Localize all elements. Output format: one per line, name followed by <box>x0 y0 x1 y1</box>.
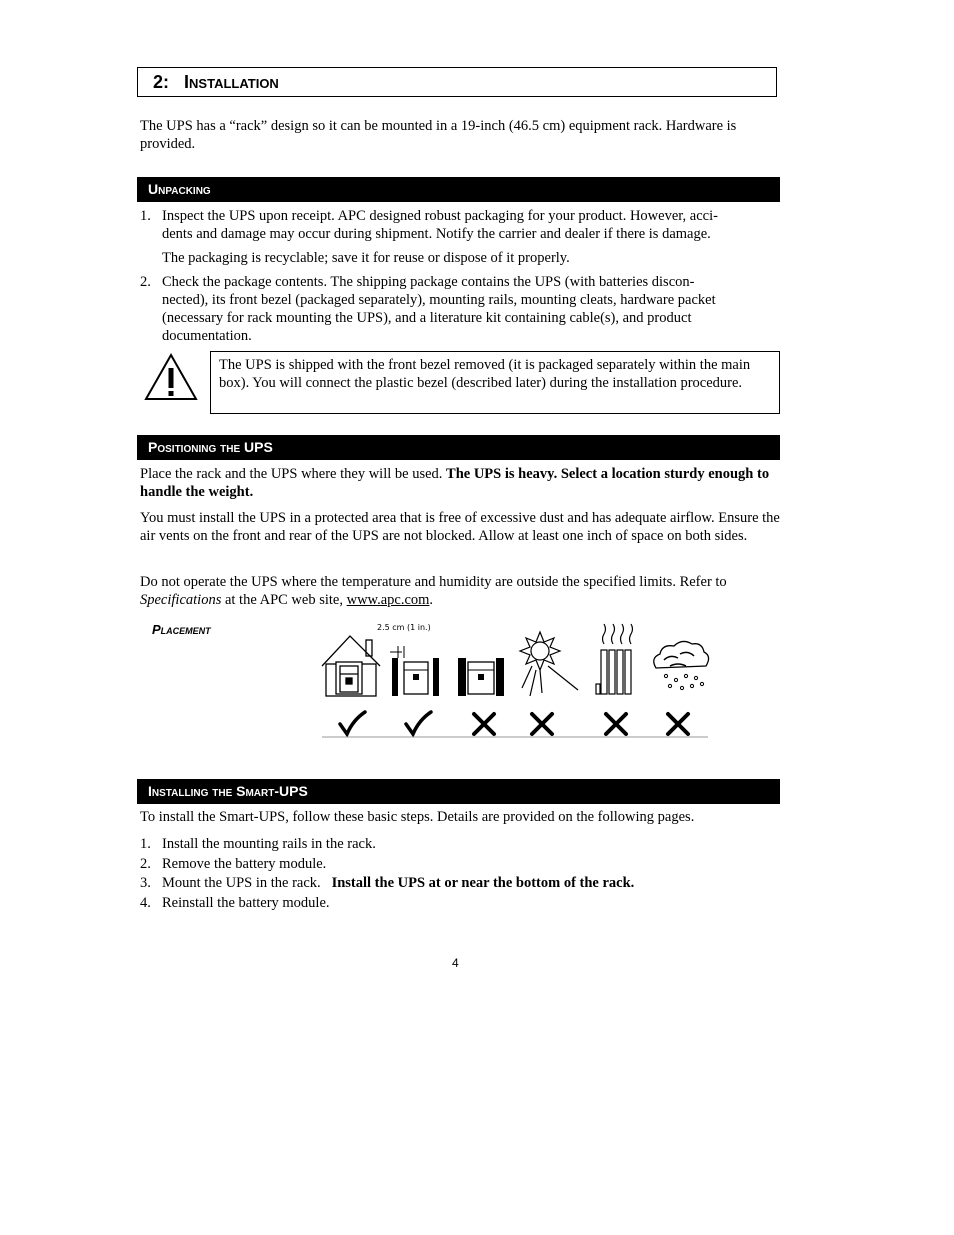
chapter-title <box>153 72 279 93</box>
clearance-ups-icon <box>377 623 439 696</box>
installing-intro: To install the Smart-UPS, follow these basic steps. Details are provided on the following pages. <box>140 809 695 825</box>
section-heading-positioning: Positioning the UPS <box>137 435 780 460</box>
rain-cloud-icon <box>654 641 709 689</box>
paragraph-text: at the APC web site, <box>221 592 347 608</box>
paragraph-text: Place the rack and the UPS where they will be used. <box>140 466 447 482</box>
caution-icon <box>143 352 199 402</box>
install-steps-list <box>140 835 780 913</box>
placement-label: Placement <box>152 622 211 637</box>
list-number: 3. <box>140 875 151 891</box>
list-text: Reinstall the battery module. <box>162 894 330 911</box>
paragraph-text: Do not operate the UPS where the temperature and humidity are outside the specified limits. Refer to <box>140 574 727 590</box>
list-text: Remove the battery module. <box>162 855 327 872</box>
house-icon <box>322 636 380 696</box>
cross-icon <box>668 714 688 734</box>
list-text: documentation. <box>162 328 252 344</box>
bottom-of-rack-warning: Install the UPS at or near the bottom of the rack. <box>331 875 635 891</box>
list-text: dents and damage may occur during shipment. Notify the carrier and dealer if there is damage. <box>162 226 711 242</box>
page-number: 4 <box>452 956 459 970</box>
list-text: Install the mounting rails in the rack. <box>162 836 376 852</box>
list-text: Mount the UPS in the rack. <box>162 875 321 891</box>
list-item <box>140 855 780 875</box>
positioning-paragraph-2: You must install the UPS in a protected area that is free of excessive dust and has adequate airflow. Ensure the air vents on the front and rear of the UPS are not blocked. Allow at least one inch of space on both sides. <box>140 510 780 544</box>
apc-website-link[interactable]: www.apc.com <box>346 592 430 608</box>
checkmark-icon <box>406 712 431 734</box>
cross-icon <box>474 714 494 734</box>
clearance-label: 2.5 cm (1 in.) <box>377 623 431 632</box>
checkmark-icon <box>340 712 365 734</box>
section-heading-installing: Installing the Smart-UPS <box>137 779 780 804</box>
specifications-ref: Specifications <box>140 592 222 608</box>
list-number: 2. <box>140 274 151 290</box>
list-text: nected), its front bezel (packaged separately), mounting rails, mounting cleats, hardware packet <box>162 292 716 308</box>
sun-icon <box>520 632 578 696</box>
placement-illustration <box>318 618 713 743</box>
unpacking-item-2 <box>140 273 780 345</box>
tight-ups-icon <box>458 658 504 696</box>
unpacking-note: The packaging is recyclable; save it for reuse or dispose of it properly. <box>162 250 570 266</box>
paragraph-text: . <box>429 592 434 608</box>
list-text: (necessary for rack mounting the UPS), and a literature kit containing cable(s), and product <box>162 310 692 326</box>
heater-icon <box>596 624 633 694</box>
positioning-paragraph-1 <box>140 465 780 501</box>
chapter-number: 2: <box>153 72 170 92</box>
list-number: 1. <box>140 836 151 852</box>
chapter-title-text: Installation <box>184 72 279 92</box>
section-heading-unpacking: Unpacking <box>137 177 780 202</box>
list-number: 2. <box>140 855 151 872</box>
cross-icon <box>606 714 626 734</box>
list-number: 1. <box>140 208 151 224</box>
intro-paragraph: The UPS has a “rack” design so it can be mounted in a 19-inch (46.5 cm) equipment rack. Hardware is provided. <box>140 118 737 152</box>
positioning-paragraph-3 <box>140 573 780 609</box>
list-text: Check the package contents. The shipping package contains the UPS (with batteries discon- <box>162 274 695 290</box>
weight-warning: The UPS is heavy. Select a location sturdy enough to handle the weight. <box>140 466 770 500</box>
unpacking-item-1 <box>140 207 780 243</box>
list-text: Inspect the UPS upon receipt. APC designed robust packaging for your product. However, acci- <box>162 208 718 224</box>
list-number: 4. <box>140 894 151 911</box>
cross-icon <box>532 714 552 734</box>
caution-text: The UPS is shipped with the front bezel removed (it is packaged separately within the main box). You will connect the plastic bezel (described later) during the installation procedure. <box>219 357 751 391</box>
list-item <box>140 835 780 855</box>
list-item <box>140 894 780 914</box>
list-item <box>140 874 780 894</box>
